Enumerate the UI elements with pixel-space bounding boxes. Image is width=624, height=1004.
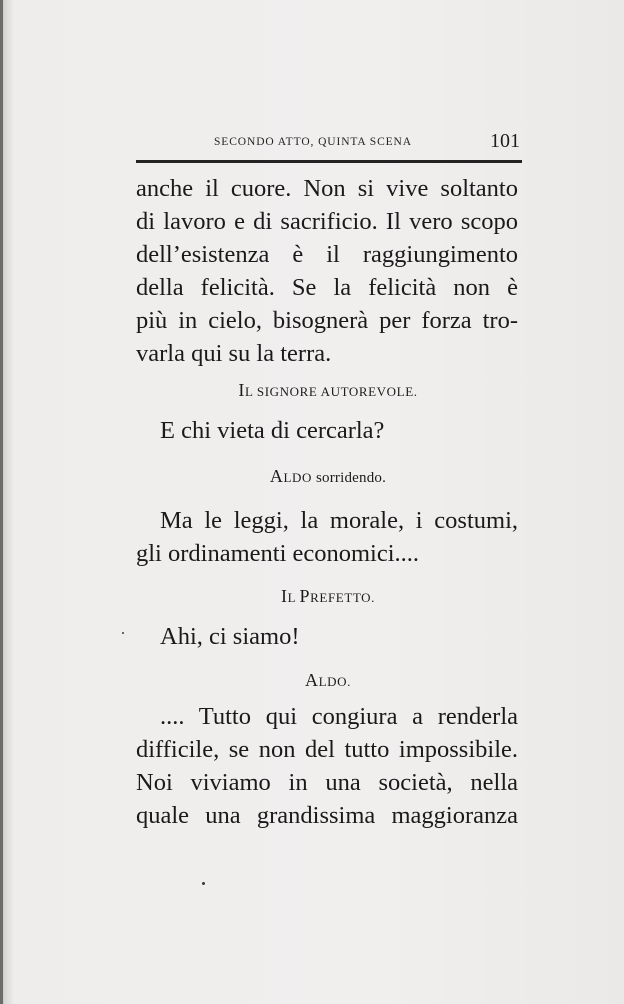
paragraph-1: [136, 172, 518, 370]
paragraph-3: [136, 504, 518, 570]
paragraph-1-line: della felicità. Se la felicità non è: [136, 274, 518, 301]
speaker-signore-autorevole: IL SIGNORE AUTOREVOLE.: [238, 380, 418, 400]
paragraph-5-line: .... Tutto qui congiura a renderla: [160, 703, 518, 730]
paragraph-5-line: difficile, se non del tutto impossibile.: [136, 736, 518, 763]
paragraph-3-line: gli ordinamenti economici....: [136, 540, 420, 567]
paragraph-1-line: più in cielo, bisognerà per forza tro-: [136, 307, 518, 334]
speaker-aldo-sorridendo: ALDO sorridendo.: [269, 466, 387, 486]
speaker-il-prefetto: IL PREFETTO.: [280, 586, 376, 606]
print-speck: [202, 882, 205, 885]
paragraph-1-line: anche il cuore. Non si vive soltanto: [136, 175, 518, 202]
dialogue-line: Ahi, ci siamo!: [160, 623, 300, 650]
page-binding-edge: [0, 0, 3, 1004]
paragraph-5: [136, 700, 518, 832]
print-speck: [122, 632, 124, 634]
paragraph-5-line: quale una grandissima maggioranza: [136, 802, 518, 829]
paragraph-1-line: dell’esistenza è il raggiungimento: [136, 241, 518, 268]
dialogue-line: E chi vieta di cercarla?: [160, 417, 385, 444]
page-header: [136, 128, 520, 154]
header-rule: [136, 160, 522, 163]
paragraph-3-line: Ma le leggi, la morale, i costumi,: [160, 507, 518, 534]
running-title: SECONDO ATTO, QUINTA SCENA: [214, 136, 412, 148]
paragraph-5-line: Noi viviamo in una società, nella: [136, 769, 518, 796]
line-4: [160, 620, 542, 653]
speaker-aldo: ALDO.: [305, 670, 351, 690]
paragraph-1-line: di lavoro e di sacrificio. Il vero scopo: [136, 208, 518, 235]
paragraph-1-line: varla qui su la terra.: [136, 340, 332, 367]
page-number: 101: [490, 130, 520, 152]
line-2: [160, 414, 542, 447]
